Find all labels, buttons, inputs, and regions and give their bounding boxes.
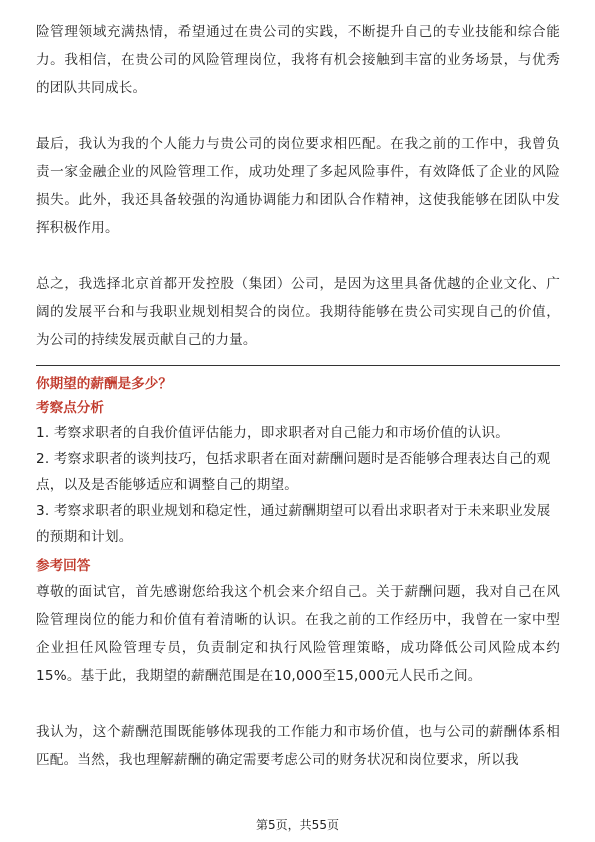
analysis-item-2: 2. 考察求职者的谈判技巧，包括求职者在面对薪酬问题时是否能够合理表达自己的观点，以及是否能够适应和调整自己的期望。 (36, 451, 551, 493)
answer-title: 参考回答 (36, 558, 91, 574)
paragraph-gap (36, 690, 560, 718)
answer-paragraph-1: 尊敬的面试官，首先感谢您给我这个机会来介绍自己。关于薪酬问题，我对自己在风险管理岗位的能力和价值有着清晰的认识。在我之前的工作经历中，我曾在一家中型企业担任风险管理专员，负责制定和执行风险管理策略，成功降低公司风险成本约15%。基于此，我期望的薪酬范围是在10,000至15,000元人民币之间。 (36, 584, 560, 684)
intro-paragraph-1: 险管理领域充满热情，希望通过在贵公司的实践，不断提升自己的专业技能和综合能力。我相信，在贵公司的风险管理岗位，我将有机会接触到丰富的业务场景，与优秀的团队共同成长。 (36, 24, 560, 96)
question-heading: 你期望的薪酬是多少？ (36, 376, 172, 392)
paragraph-gap (36, 242, 560, 270)
analysis-item-3: 3. 考察求职者的职业规划和稳定性，通过薪酬期望可以看出求职者对于未来职业发展的预期和计划。 (36, 503, 551, 545)
intro-paragraph-3: 总之，我选择北京首都开发控股（集团）公司，是因为这里具备优越的企业文化、广阔的发展平台和与我职业规划相契合的岗位。我期待能够在贵公司实现自己的价值，为公司的持续发展贡献自己的力量。 (36, 276, 560, 348)
analysis-title: 考察点分析 (36, 400, 104, 416)
answer-paragraph-2: 我认为，这个薪酬范围既能够体现我的工作能力和市场价值，也与公司的薪酬体系相匹配。当然，我也理解薪酬的确定需要考虑公司的财务状况和岗位要求，所以我 (36, 724, 560, 768)
section-divider (36, 365, 560, 366)
analysis-item-1: 1. 考察求职者的自我价值评估能力，即求职者对自己能力和市场价值的认识。 (36, 425, 510, 441)
page-footer: 第5页，共55页 (256, 818, 339, 832)
intro-paragraph-2: 最后，我认为我的个人能力与贵公司的岗位要求相匹配。在我之前的工作中，我曾负责一家金融企业的风险管理工作，成功处理了多起风险事件，有效降低了企业的风险损失。此外，我还具备较强的沟通协调能力和团队合作精神，这使我能够在团队中发挥积极作用。 (36, 136, 560, 236)
document-content (36, 18, 560, 774)
paragraph-gap (36, 102, 560, 130)
